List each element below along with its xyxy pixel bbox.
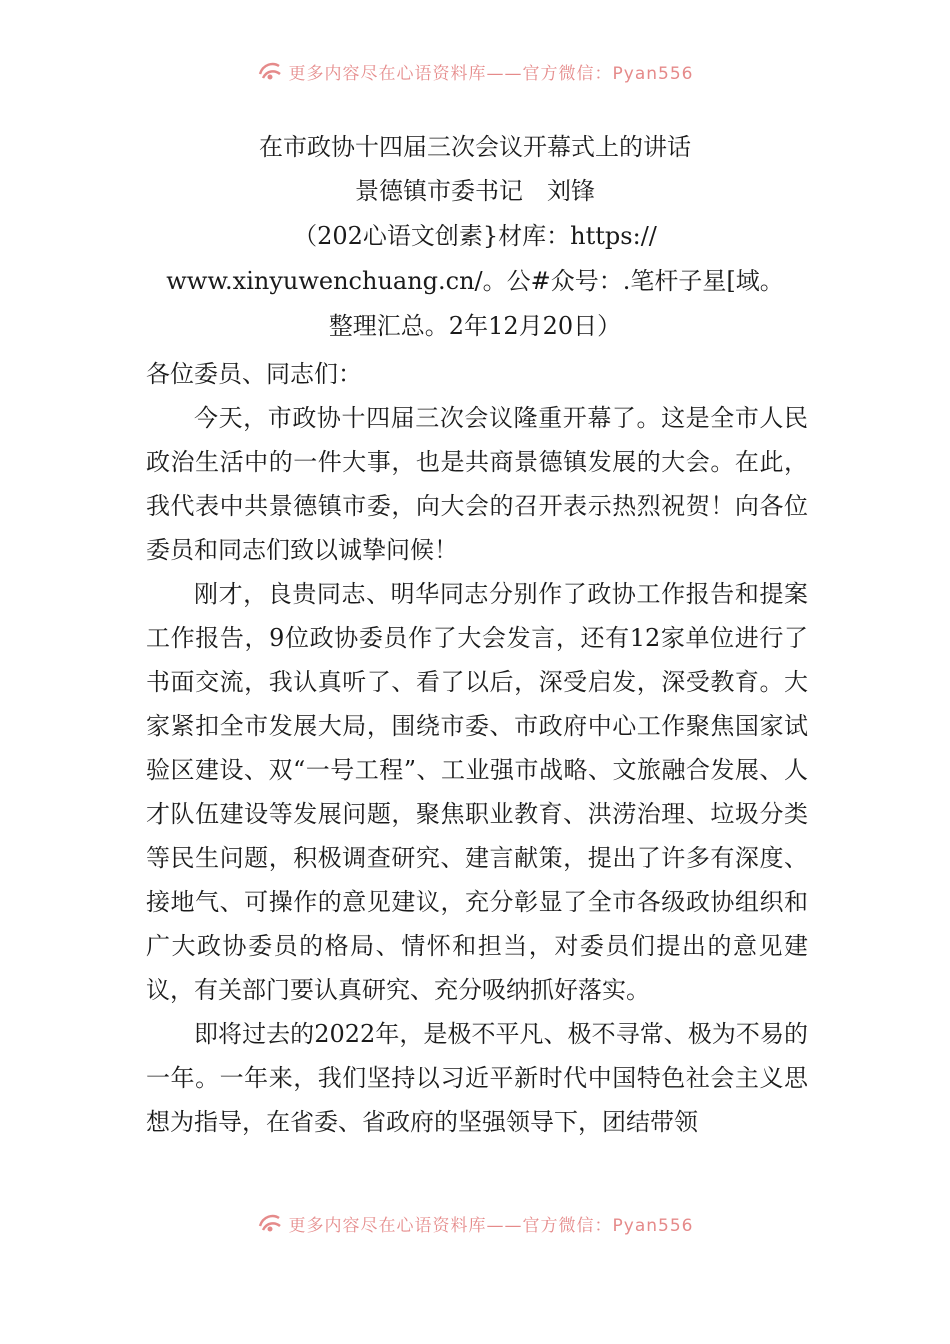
- speech-body: [146, 352, 808, 1144]
- watermark-header: [0, 56, 950, 86]
- source-line-1: （202心语文创素}材库：https://: [293, 222, 657, 250]
- watermark-footer: [0, 1208, 950, 1238]
- speech-title: 在市政协十四届三次会议开幕式上的讲话: [259, 133, 691, 161]
- watermark-text: 更多内容尽在心语资料库——官方微信：Pyan556: [288, 1215, 694, 1236]
- watermark-text: 更多内容尽在心语资料库——官方微信：Pyan556: [288, 63, 694, 84]
- source-line-3: 整理汇总。2年12月20日）: [328, 312, 622, 340]
- source-line-2: www.xinyuwenchuang.cn/。公#众号：.笔杆子星[域。: [166, 267, 784, 295]
- paragraph-2: 刚才，良贵同志、明华同志分别作了政协工作报告和提案工作报告，9位政协委员作了大会发言，还有12家单位进行了书面交流，我认真听了、看了以后，深受启发，深受教育。大家紧扣全市发展大局，围绕市委、市政府中心工作聚焦国家试验区建设、双“一号工程”、工业强市战略、文旅融合发展、人才队伍建设等发展问题，聚焦职业教育、洪涝治理、垃圾分类等民生问题，积极调查研究、建言献策，提出了许多有深度、接地气、可操作的意见建议，充分彰显了全市各级政协组织和广大政协委员的格局、情怀和担当，对委员们提出的意见建议，有关部门要认真研究、充分吸纳抓好落实。: [146, 580, 808, 1004]
- paragraph-3: 即将过去的2022年，是极不平凡、极不寻常、极为不易的一年。一年来，我们坚持以习近平新时代中国特色社会主义思想为指导，在省委、省政府的坚强领导下，团结带领: [146, 1020, 808, 1136]
- watermark-logo-icon: [257, 60, 283, 82]
- author-line: 景德镇市委书记 刘锋: [355, 177, 595, 205]
- salutation: 各位委员、同志们：: [146, 360, 362, 388]
- watermark-logo-icon: [257, 1212, 283, 1234]
- paragraph-1: 今天，市政协十四届三次会议隆重开幕了。这是全市人民政治生活中的一件大事，也是共商景德镇发展的大会。在此，我代表中共景德镇市委，向大会的召开表示热烈祝贺！向各位委员和同志们致以诚挚问候！: [146, 404, 808, 564]
